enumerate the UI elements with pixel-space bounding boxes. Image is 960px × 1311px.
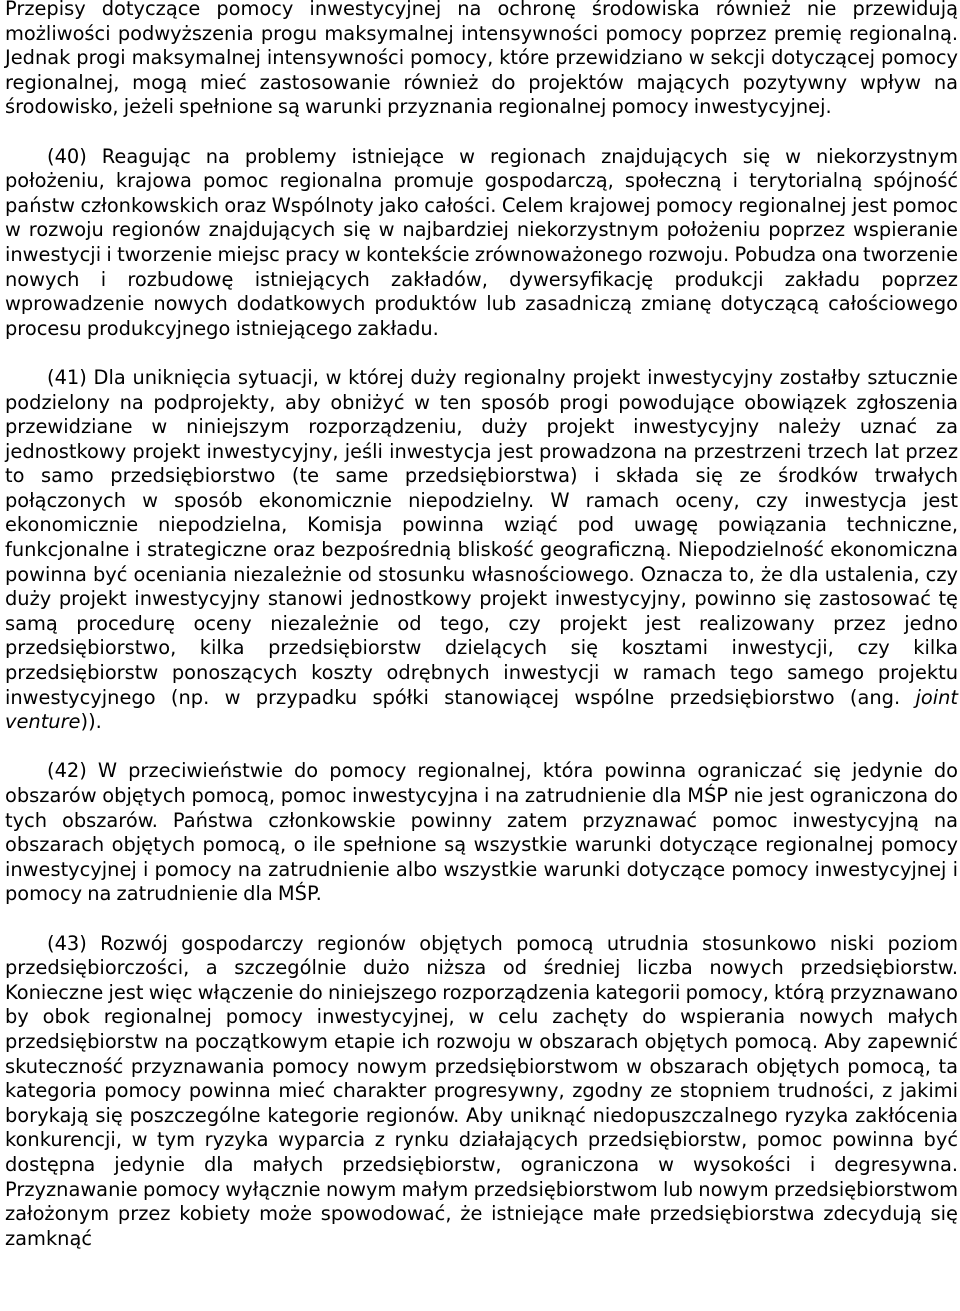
- paragraph-43-new-small-enterprises: (43) Rozwój gospodarczy regionów objętych pomocą utrudnia stosunkowo niski poziom przedsiębiorczości, a szczególnie dużo niższa od średniej liczba nowych przedsiębiorstw. Konieczne jest więc włączenie do niniejszego rozporządzenia kategorii pomocy, którą przyznawano by obok regionalnej pomocy inwestycyjnej, w celu zachęty do wspierania nowych małych przedsiębiorstw na początkowym etapie ich rozwoju w obszarach objętych pomocą. Aby zapewnić skuteczność przyznawania pomocy nowym przedsiębiorstwom w obszarach objętych pomocą, ta kategoria pomocy powinna mieć charakter progresywny, zgodny ze stopniem trudności, z jakimi borykają się poszczególne kategorie regionów. Aby uniknąć niedopuszczalnego ryzyka zakłócenia konkurencji, w tym ryzyka wyparcia z rynku działających przedsiębiorstw, pomoc powinna być dostępna jedynie dla małych przedsiębiorstw, ograniczona w wysokości i degresywna. Przyznawanie pomocy wyłącznie nowym małym przedsiębiorstwom lub nowym przedsiębiorstwom założonym przez kobiety może spowodować, że istniejące małe przedsiębiorstwa zdecydują się zamknąć: [5, 931, 958, 1250]
- paragraph-41-text: (41) Dla uniknięcia sytuacji, w której duży regionalny projekt inwestycyjny zostałby sztucznie podzielony na podprojekty, aby obniżyć w ten sposób progi powodujące obowiązek zgłoszenia przewidziane w niniejszym rozporządzeniu, duży projekt inwestycyjny należy uznać za jednostkowy projekt inwestycyjny, jeśli inwestycja jest prowadzona na przestrzeni trzech lat przez to samo przedsiębiorstwo (te same przedsiębiorstwa) i składa się ze środków trwałych połączonych w sposób ekonomicznie niepodzielny. W ramach oceny, czy inwestycja jest ekonomicznie niepodzielna, Komisja powinna wziąć pod uwagę powiązania techniczne, funkcjonalne i strategiczne oraz bezpośrednią bliskość geograficzną. Niepodzielność ekonomiczna powinna być oceniania niezależnie od stosunku własnościowego. Oznacza to, że dla ustalenia, czy duży projekt inwestycyjny stanowi jednostkowy projekt inwestycyjny, powinno się zastosować tę samą procedurę oceny niezależnie od tego, czy projekt jest realizowany przez jedno przedsiębiorstwo, kilka przedsiębiorstw dzielących się kosztami inwestycji, czy kilka przedsiębiorstw ponoszących koszty odrębnych inwestycji w ramach tego samego projektu inwestycyjnego (np. w przypadku spółki stanowiącej wspólne przedsiębiorstwo (ang.: [5, 365, 958, 709]
- paragraph-continued-environmental-aid: Przepisy dotyczące pomocy inwestycyjnej na ochronę środowiska również nie przewidują możliwości podwyższenia progu maksymalnej intensywności pomocy poprzez premię regionalną. Jednak progi maksymalnej intensywności pomocy, które przewidziano w sekcji dotyczącej pomocy regionalnej, mogą mieć zastosowanie również do projektów mających pozytywny wpływ na środowisko, jeżeli spełnione są warunki przyznania regionalnej pomocy inwestycyjnej.: [5, 0, 958, 119]
- paragraph-42-sme-aid: (42) W przeciwieństwie do pomocy regionalnej, która powinna ograniczać się jedynie do obszarów objętych pomocą, pomoc inwestycyjna i na zatrudnienie dla MŚP nie jest ograniczona do tych obszarów. Państwa członkowskie powinny zatem przyznawać pomoc inwestycyjną na obszarach objętych pomocą, o ile spełnione są wszystkie warunki dotyczące regionalnej pomocy inwestycyjnej i pomocy na zatrudnienie albo wszystkie warunki dotyczące pomocy inwestycyjnej i pomocy na zatrudnienie dla MŚP.: [5, 759, 958, 906]
- paragraph-41-large-investment-projects: [5, 366, 958, 735]
- paragraph-40-regional-aid: (40) Reagując na problemy istniejące w regionach znajdujących się w niekorzystnym położeniu, krajowa pomoc regionalna promuje gospodarczą, społeczną i terytorialną spójność państw członkowskich oraz Wspólnoty jako całości. Celem krajowej pomocy regionalnej jest pomoc w rozwoju regionów znajdujących się w najbardziej niekorzystnym położeniu poprzez wspieranie inwestycji i tworzenie miejsc pracy w kontekście zrównoważonego rozwoju. Pobudza ona tworzenie nowych i rozbudowę istniejących zakładów, dywersyfikację produkcji zakładu poprzez wprowadzenie nowych dodatkowych produktów lub zasadniczą zmianę dotyczącą całościowego procesu produkcyjnego istniejącego zakładu.: [5, 144, 958, 340]
- paragraph-41-closing: )).: [80, 710, 102, 734]
- paragraph-41-italic-term: joint venture: [5, 685, 958, 734]
